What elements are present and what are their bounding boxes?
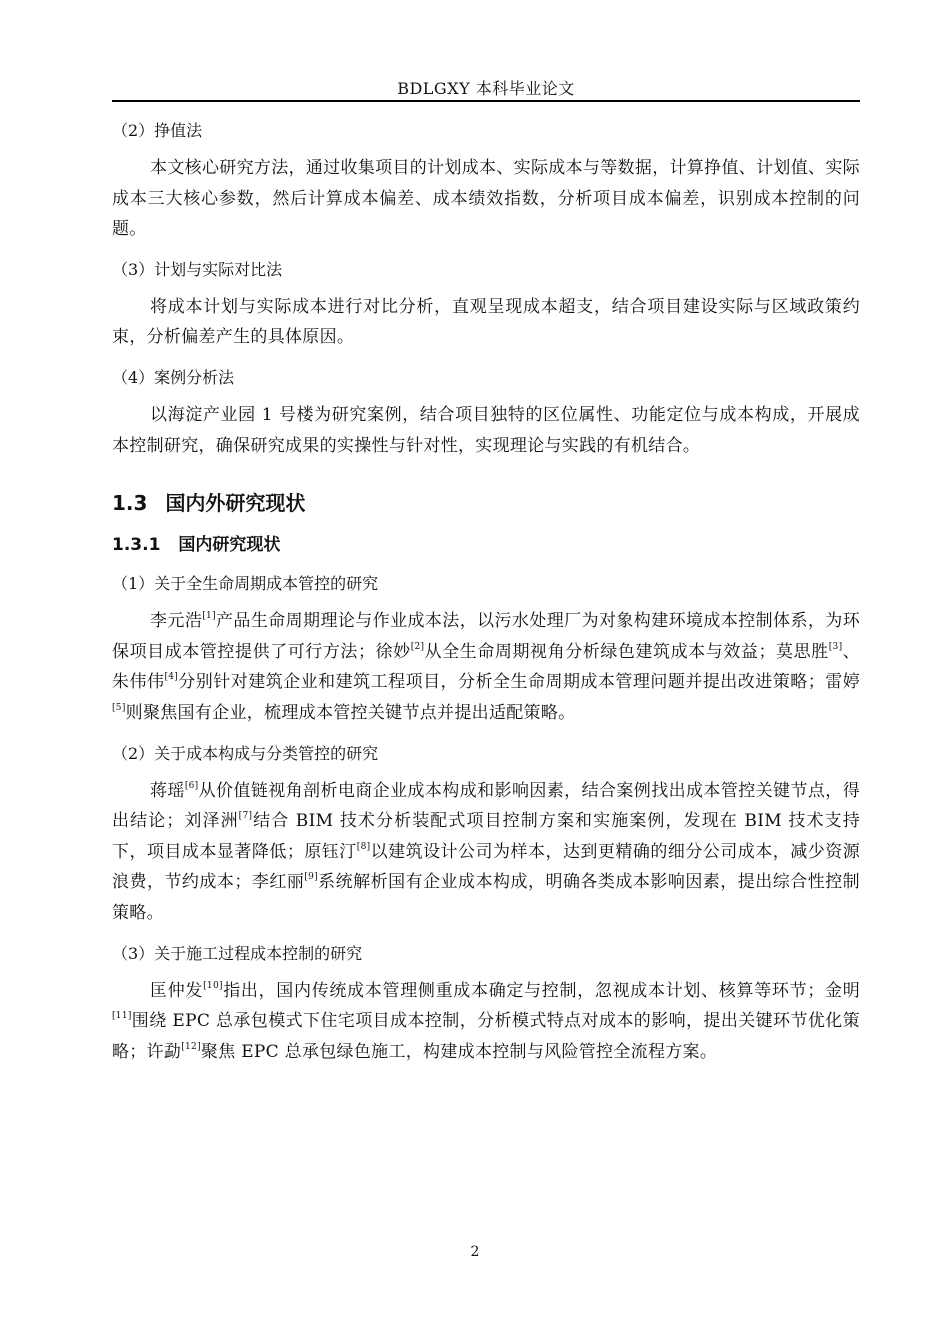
paragraph-text: 聚焦 EPC 总承包绿色施工，构建成本控制与风险管控全流程方案。	[200, 1041, 718, 1062]
subsection-number: 1.3.1	[112, 535, 161, 556]
citation-mark: [12]	[181, 1041, 201, 1052]
subsection-heading	[112, 528, 860, 562]
citation-mark: [3]	[828, 641, 843, 652]
section-heading	[112, 485, 860, 521]
paragraph-text: 产品生命周期理论与作业成本法，以污水处理厂为对象构建环境成本控制体系，为环保项目成本管控提供了可行方法；徐妙	[112, 611, 860, 662]
page-number: 2	[470, 1244, 480, 1260]
paragraph-text: 则聚焦国有企业，梳理成本管控关键节点并提出适配策略。	[125, 702, 576, 723]
paragraph-text: 结合 BIM 技术分析装配式项目控制方案和实施案例，发现在 BIM 技术支持下，项目成本显著降低；原钰汀	[112, 811, 860, 862]
citation-mark: [1]	[202, 611, 216, 622]
method-heading-case-study: （4）案例分析法	[112, 367, 235, 387]
paragraph-text: 李元浩	[150, 611, 203, 632]
citation-mark: [7]	[238, 811, 253, 822]
research-topics	[112, 569, 860, 1067]
subsection-title: 国内研究现状	[178, 535, 281, 556]
method-paragraph-case-study: 以海淀产业园 1 号楼为研究案例，结合项目独特的区位属性、功能定位与成本构成，开展成本控制研究，确保研究成果的实操性与针对性，实现理论与实践的有机结合。	[112, 404, 860, 456]
header-rule	[112, 100, 860, 102]
citation-mark: [2]	[410, 641, 425, 652]
method-paragraph-earned-value: 本文核心研究方法，通过收集项目的计划成本、实际成本与等数据，计算挣值、计划值、实际成本三大核心参数，然后计算成本偏差、成本绩效指数，分析项目成本偏差，识别成本控制的问题。	[112, 158, 860, 240]
paragraph-text: 围绕 EPC 总承包模式下住宅项目成本控制，分析模式特点对成本的影响，提出关键环节优化策略；许勐	[112, 1011, 860, 1062]
paragraph-text: 以建筑设计公司为样本，达到更精确的细分公司成本，减少资源浪费，节约成本；李红丽	[112, 841, 860, 893]
running-header: BDLGXY 本科毕业论文	[397, 79, 575, 98]
citation-mark: [5]	[112, 702, 126, 713]
topic-heading: （1）关于全生命周期成本管控的研究	[112, 574, 379, 594]
citation-mark: [9]	[304, 872, 318, 883]
paragraph-text: 指出，国内传统成本管理侧重成本确定与控制，忽视成本计划、核算等环节；金明	[222, 980, 860, 1001]
paragraph-text: 分别针对建筑企业和建筑工程项目，分析全生命周期成本管理问题并提出改进策略；雷婷	[178, 672, 860, 693]
method-paragraph-plan-vs-actual: 将成本计划与实际成本进行对比分析，直观呈现成本超支，结合项目建设实际与区域政策约束，分析偏差产生的具体原因。	[112, 296, 860, 348]
page-body	[112, 116, 860, 1067]
section-title: 国内外研究现状	[165, 491, 306, 516]
paragraph-text: 、朱伟伟	[112, 641, 860, 693]
topic-paragraph	[112, 606, 860, 728]
citation-mark: [10]	[203, 980, 223, 991]
citation-mark: [6]	[184, 780, 199, 791]
paragraph-text: 从价值链视角剖析电商企业成本构成和影响因素，结合案例找出成本管控关键节点，得出结论；刘泽洲	[112, 780, 860, 832]
topic-heading: （2）关于成本构成与分类管控的研究	[112, 743, 379, 763]
paragraph-text: 匡仲发	[150, 980, 204, 1001]
citation-mark: [11]	[112, 1011, 132, 1022]
section-number: 1.3	[112, 491, 148, 516]
paragraph-text: 系统解析国有企业成本构成，明确各类成本影响因素，提出综合性控制策略。	[112, 872, 860, 923]
citation-mark: [8]	[356, 841, 371, 852]
citation-mark: [4]	[164, 672, 179, 683]
paragraph-text: 从全生命周期视角分析绿色建筑成本与效益；莫思胜	[424, 641, 829, 662]
topic-paragraph	[112, 776, 860, 929]
topic-paragraph	[112, 976, 860, 1068]
paragraph-text: 蒋瑶	[150, 780, 185, 801]
method-heading-earned-value: （2）挣值法	[112, 121, 203, 140]
method-heading-plan-vs-actual: （3）计划与实际对比法	[112, 259, 283, 279]
topic-heading: （3）关于施工过程成本控制的研究	[112, 943, 363, 963]
